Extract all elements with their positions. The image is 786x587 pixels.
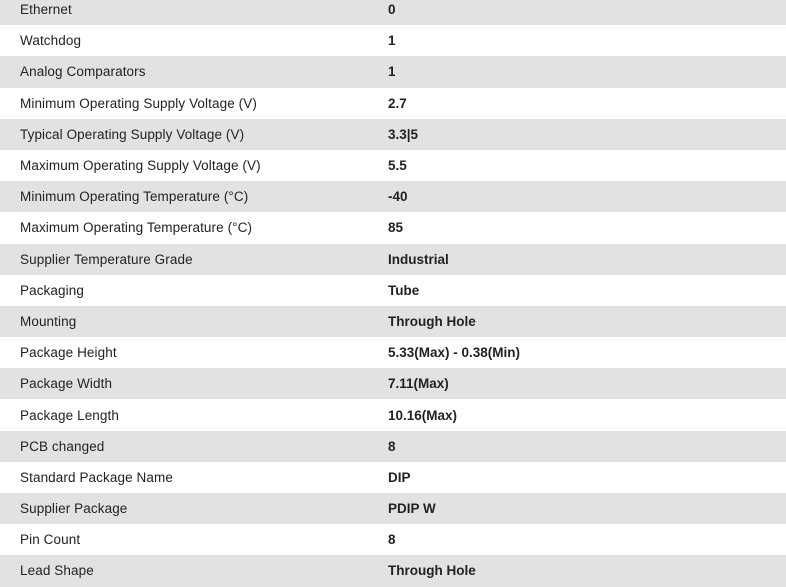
spec-label: Package Height	[20, 345, 117, 361]
spec-value: 8	[388, 532, 396, 548]
spec-value: 10.16(Max)	[388, 407, 458, 423]
spec-label: Mounting	[20, 313, 77, 329]
spec-label: Minimum Operating Temperature (°C)	[20, 189, 249, 205]
table-row	[0, 88, 786, 119]
spec-label: Package Width	[20, 376, 113, 392]
spec-value: 7.11(Max)	[388, 376, 449, 392]
spec-label: Package Length	[20, 407, 119, 423]
table-row	[0, 244, 786, 275]
spec-label: Lead Shape	[20, 563, 94, 579]
table-row	[0, 337, 786, 368]
table-row	[0, 212, 786, 243]
table-row	[0, 150, 786, 181]
spec-value: 3.3|5	[388, 126, 419, 142]
table-row	[0, 119, 786, 150]
table-row	[0, 399, 786, 430]
spec-value: Industrial	[388, 251, 449, 267]
spec-label: Maximum Operating Temperature (°C)	[20, 220, 253, 236]
spec-value: 5.5	[388, 158, 407, 174]
spec-label: Packaging	[20, 282, 84, 298]
spec-value: PDIP W	[388, 501, 436, 517]
table-row	[0, 181, 786, 212]
spec-label: Pin Count	[20, 532, 81, 548]
table-row	[0, 431, 786, 462]
table-row	[0, 368, 786, 399]
table-row	[0, 524, 786, 555]
spec-value: 0	[388, 2, 396, 18]
table-row	[0, 0, 786, 25]
spec-label: Supplier Temperature Grade	[20, 251, 193, 267]
table-row	[0, 25, 786, 56]
spec-value: 8	[388, 438, 396, 454]
spec-label: Minimum Operating Supply Voltage (V)	[20, 95, 257, 111]
spec-label: Typical Operating Supply Voltage (V)	[20, 126, 245, 142]
table-row	[0, 56, 786, 87]
spec-label: Standard Package Name	[20, 469, 173, 485]
spec-value: Through Hole	[388, 313, 476, 329]
spec-value: 1	[388, 33, 396, 49]
spec-label: Maximum Operating Supply Voltage (V)	[20, 158, 261, 174]
spec-value: 1	[388, 64, 396, 80]
table-row	[0, 493, 786, 524]
table-row	[0, 306, 786, 337]
spec-value: 2.7	[388, 95, 407, 111]
spec-value: 5.33(Max) - 0.38(Min)	[388, 345, 521, 361]
spec-value: Tube	[388, 282, 420, 298]
spec-label: PCB changed	[20, 438, 105, 454]
table-row	[0, 555, 786, 586]
spec-label: Ethernet	[20, 2, 72, 18]
spec-value: -40	[388, 189, 408, 205]
table-row	[0, 462, 786, 493]
spec-value: Through Hole	[388, 563, 476, 579]
spec-label: Watchdog	[20, 33, 82, 49]
spec-value: 85	[388, 220, 404, 236]
table-row	[0, 275, 786, 306]
spec-label: Analog Comparators	[20, 64, 146, 80]
spec-label: Supplier Package	[20, 501, 128, 517]
spec-value: DIP	[388, 469, 411, 485]
